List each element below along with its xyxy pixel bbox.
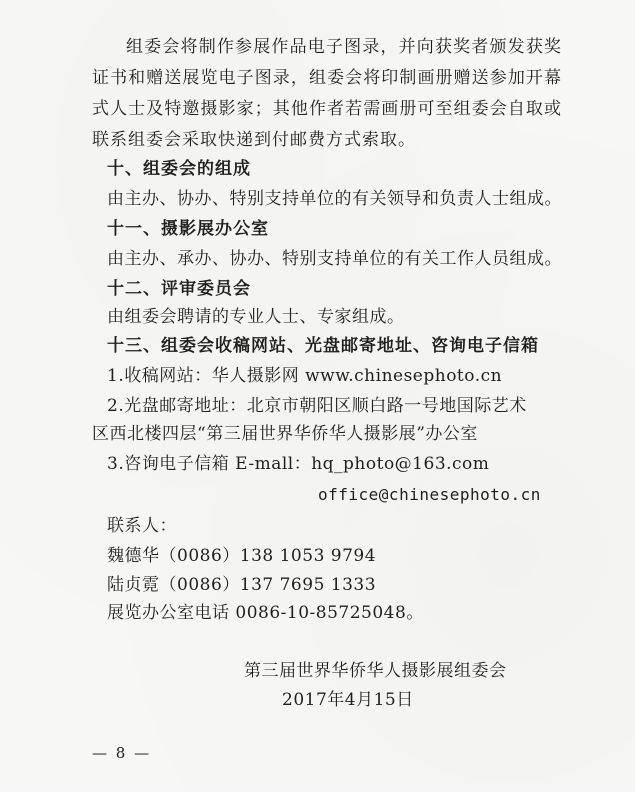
contact-email-line2: office@chinesephoto.cn bbox=[318, 485, 541, 504]
signature-date: 2017年4月15日 bbox=[282, 690, 414, 710]
contact-email-line1: 3.咨询电子信箱 E-mall：hq_photo@163.com bbox=[107, 454, 490, 474]
intro-paragraph: 组委会将制作参展作品电子图录，并向获奖者颁发获奖证书和赠送展览电子图录，组委会将印制画册赠送参加开幕式人士及特邀摄影家；其他作者若需画册可至组委会自取或联系组委会采取快递到付邮费方式索取。 bbox=[92, 37, 562, 150]
section-heading-13: 十三、组委会收稿网站、光盘邮寄地址、咨询电子信箱 bbox=[107, 336, 539, 356]
section-body-11: 由主办、承办、协办、特别支持单位的有关工作人员组成。 bbox=[107, 249, 562, 269]
office-phone: 展览办公室电话 0086-10-85725048。 bbox=[107, 603, 424, 623]
section-heading-12: 十二、评审委员会 bbox=[107, 279, 251, 299]
section-heading-11: 十一、摄影展办公室 bbox=[107, 219, 269, 239]
section-body-10: 由主办、协办、特别支持单位的有关领导和负责人士组成。 bbox=[107, 189, 562, 209]
section-heading-10: 十、组委会的组成 bbox=[107, 159, 251, 179]
section-body-12: 由组委会聘请的专业人士、专家组成。 bbox=[107, 307, 405, 327]
page-number: — 8 — bbox=[92, 744, 152, 762]
contact-person-1: 魏德华（0086）138 1053 9794 bbox=[107, 546, 377, 566]
contact-address-line1: 2.光盘邮寄地址：北京市朝阳区顺白路一号地国际艺术 bbox=[107, 396, 527, 416]
contact-website: 1.收稿网站：华人摄影网 www.chinesephoto.cn bbox=[107, 366, 503, 386]
contacts-label: 联系人： bbox=[107, 516, 177, 536]
contact-person-2: 陆贞霓（0086）137 7695 1333 bbox=[107, 575, 377, 595]
contact-address-line2: 区西北楼四层“第三届世界华侨华人摄影展”办公室 bbox=[92, 424, 478, 444]
signature-org: 第三届世界华侨华人摄影展组委会 bbox=[244, 661, 507, 681]
